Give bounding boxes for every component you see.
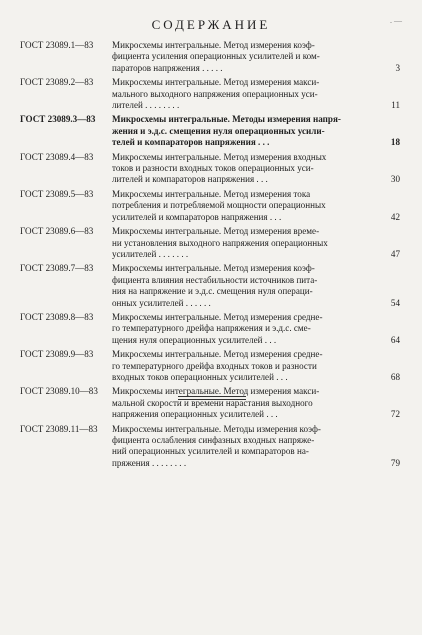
toc-entry [20, 226, 400, 260]
toc-entry-page-number: 54 [390, 297, 400, 308]
toc-entry-title-line: напряжения операционных усилителей . . . [112, 409, 278, 420]
toc-entry-title-line: усилителей . . . . . . . [112, 248, 189, 259]
toc-entry-title-line: Микросхемы интегральные. Метод измерения време- [112, 226, 320, 237]
toc-entry-title-line: пряжения . . . . . . . . [112, 457, 187, 468]
toc-entry-page-number: 47 [390, 248, 400, 259]
toc-entry-title-line: Микросхемы интегральные. Метод измерения макси- [112, 77, 320, 88]
toc-entry-title-line: телей и компараторов напряжения . . . [112, 137, 270, 148]
toc-entry-title-line: Микросхемы интегральные. Метод измерения средне- [112, 349, 323, 360]
toc-entry-title [112, 263, 378, 309]
toc-entry-title-line: Микросхемы интегральные. Метод измерения тока [112, 188, 311, 199]
toc-entry-title [112, 189, 378, 223]
toc-entry-code: ГОСТ 23089.6—83 [20, 226, 94, 237]
toc-entry-title-line: мальной скорости и времени нарастания выходного [112, 397, 313, 408]
toc-entry-code: ГОСТ 23089.2—83 [20, 77, 94, 88]
toc-entry-title [112, 349, 378, 383]
toc-entry-page-number: 30 [390, 174, 400, 185]
toc-entry-title-line: Микросхемы интегральные. Методы измерения напря- [112, 114, 341, 125]
toc-entry-page-number: 11 [391, 100, 400, 111]
toc-entry [20, 152, 400, 186]
toc-entry-page-number: 42 [390, 211, 400, 222]
toc-entry-code: ГОСТ 23089.1—83 [20, 40, 94, 50]
toc-entry-page-number: 3 [395, 62, 400, 73]
toc-entry-title-line: ний операционных усилителей и компараторов на- [112, 446, 309, 457]
toc-entry [20, 77, 400, 111]
toc-entry-title [112, 77, 378, 111]
toc-entry-title-line: Микросхемы интегральные. Методы измерения коэф- [112, 423, 321, 434]
toc-entry-title-line: лителей и компараторов напряжения . . . [112, 174, 268, 185]
toc-entry-title-line: токов и разности входных токов операционных уси- [112, 163, 314, 174]
toc-entry-title-line: Микросхемы интегральные. Метод измерения коэф- [112, 263, 315, 274]
toc-entry-code: ГОСТ 23089.7—83 [20, 263, 94, 274]
toc-entry [20, 189, 400, 223]
toc-entry-title-line: лителей . . . . . . . . [112, 100, 180, 111]
toc-entry-code: ГОСТ 23089.3—83 [20, 114, 96, 125]
toc-entry-code: ГОСТ 23089.8—83 [20, 311, 94, 322]
table-of-contents [20, 40, 400, 472]
toc-entry-code: ГОСТ 23089.5—83 [20, 188, 94, 199]
toc-entry-title-line: щения нуля операционных усилителей . . . [112, 334, 277, 345]
toc-entry-title-line: входных токов операционных усилителей . . . [112, 371, 288, 382]
toc-entry [20, 312, 400, 346]
toc-entry [20, 114, 400, 148]
toc-entry [20, 40, 400, 74]
toc-entry-title-line: жения и э.д.с. смещения нуля операционных усили- [112, 125, 325, 136]
toc-entry-code: ГОСТ 23089.9—83 [20, 349, 94, 360]
toc-entry-title [112, 424, 378, 470]
toc-entry [20, 386, 400, 420]
toc-entry-title-line: ни установления выходного напряжения операционных [112, 237, 328, 248]
toc-entry-page-number: 18 [390, 137, 400, 148]
toc-entry-title-line: параторов напряжения . . . . . [112, 62, 223, 73]
toc-entry-page-number: 72 [390, 409, 400, 420]
toc-entry-title-line: го температурного дрейфа входных токов и разности [112, 360, 317, 371]
toc-entry-title [112, 114, 378, 148]
toc-entry-title-line: го температурного дрейфа напряжения и э.д.с. сме- [112, 323, 311, 334]
toc-entry-title [112, 226, 378, 260]
toc-entry-title [112, 40, 378, 74]
toc-entry [20, 424, 400, 470]
divider-line [178, 396, 246, 397]
toc-entry-title-line: мального выходного напряжения операционных уси- [112, 88, 318, 99]
toc-entry-code: ГОСТ 23089.11—83 [20, 423, 98, 434]
toc-entry [20, 349, 400, 383]
toc-entry-title-line: Микросхемы интегральные. Метод измерения средне- [112, 311, 323, 322]
toc-entry-title-line: усилителей и компараторов напряжения . . . [112, 211, 282, 222]
toc-entry-code: ГОСТ 23089.10—83 [20, 386, 98, 397]
toc-entry-page-number: 79 [390, 457, 400, 468]
toc-entry-title-line: потребления и потребляемой мощности операционных [112, 200, 326, 211]
toc-entry-title-line: Микросхемы интегральные. Метод измерения коэф- [112, 40, 315, 50]
toc-entry-title [112, 312, 378, 346]
toc-entry [20, 263, 400, 309]
toc-entry-page-number: 64 [390, 334, 400, 345]
toc-entry-title-line: фициента влияния нестабильности источников пита- [112, 274, 318, 285]
toc-entry-title-line: Микросхемы интегральные. Метод измерения макси- [112, 386, 320, 397]
toc-entry-title-line: Микросхемы интегральные. Метод измерения входных [112, 151, 327, 162]
toc-entry-code: ГОСТ 23089.4—83 [20, 151, 94, 162]
toc-entry-title [112, 152, 378, 186]
corner-mark: . — [390, 16, 402, 25]
page-title: СОДЕРЖАНИЕ [151, 17, 271, 32]
toc-entry-title-line: ния на напряжение и э.д.с. смещения нуля операци- [112, 286, 313, 297]
divider-line-second [178, 399, 246, 400]
toc-entry-title-line: фициента ослабления синфазных входных напряже- [112, 435, 315, 445]
toc-entry-page-number: 68 [390, 371, 400, 382]
toc-entry-title [112, 386, 378, 420]
toc-entry-title-line: онных усилителей . . . . . . [112, 297, 211, 308]
toc-entry-title-line: фициента усиления операционных усилителей и ком- [112, 51, 320, 62]
